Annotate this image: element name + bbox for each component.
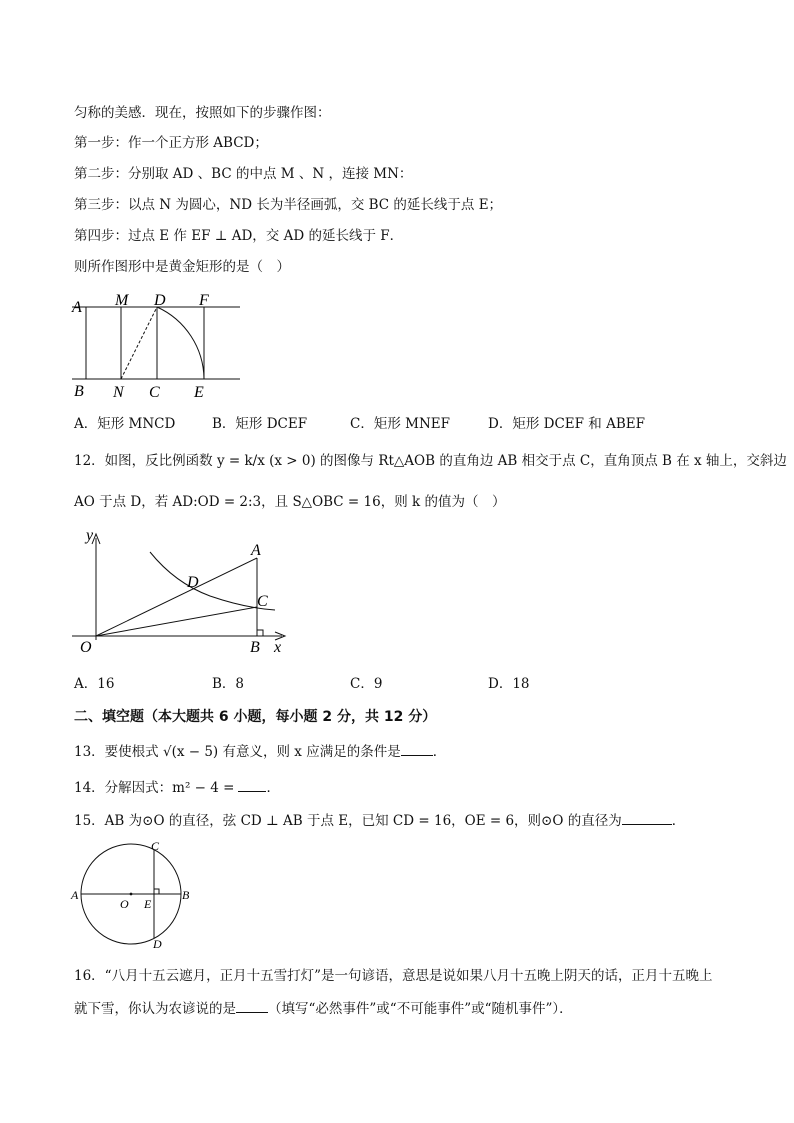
label-B: B xyxy=(182,888,190,902)
q11-choice-a[interactable]: A．矩形 MNCD xyxy=(74,416,176,432)
q12-line-2: AO 于点 D，若 AD:OD = 2:3，且 S△OBC = 16，则 k 的值为（ ） xyxy=(74,494,506,510)
q13-text: 13．要使根式 √(x − 5) 有意义，则 x 应满足的条件是 xyxy=(74,744,401,760)
q16-answer-blank[interactable] xyxy=(236,998,268,1013)
q12-choice-b[interactable]: B．8 xyxy=(212,676,245,692)
label-M: M xyxy=(115,292,129,309)
q14 xyxy=(74,777,280,797)
label-N: N xyxy=(113,384,124,401)
q14-text: 14．分解因式：m² − 4 = xyxy=(74,780,235,796)
q13-end: ． xyxy=(432,744,447,760)
label-E: E xyxy=(194,384,204,401)
label-C: C xyxy=(257,593,268,610)
label-B: B xyxy=(250,639,260,656)
label-F: F xyxy=(199,292,209,309)
q15 xyxy=(74,810,685,830)
right-angle-B xyxy=(257,630,263,636)
label-O: O xyxy=(120,897,129,911)
label-y: y xyxy=(86,528,94,544)
label-O: O xyxy=(80,639,92,656)
segment-OA xyxy=(96,558,257,636)
q15-text: 15．AB 为⊙O 的直径，弦 CD ⊥ AB 于点 E，已知 CD = 16，OE = 6，则⊙O 的直径为 xyxy=(74,813,622,829)
q12-choices xyxy=(74,675,724,693)
q16-line-2 xyxy=(74,998,573,1018)
q12-line-1: 12．如图，反比例函数 y = k/x (x > 0) 的图像与 Rt△AOB 的直角边 AB 相交于点 C，直角顶点 B 在 x 轴上，交斜边 xyxy=(74,453,787,469)
q11-choice-b[interactable]: B．矩形 DCEF xyxy=(212,416,308,432)
label-C: C xyxy=(149,384,160,401)
q12-choice-c[interactable]: C．9 xyxy=(350,676,383,692)
q12-choice-d[interactable]: D．18 xyxy=(488,676,530,692)
intro-lead: 匀称的美感．现在，按照如下的步骤作图： xyxy=(74,105,331,121)
q11-choice-d[interactable]: D．矩形 DCEF 和 ABEF xyxy=(488,416,645,432)
q13 xyxy=(74,741,446,761)
label-D: D xyxy=(153,937,162,951)
q16-text: 就下雪，你认为农谚说的是 xyxy=(74,1001,236,1017)
q15-end: ． xyxy=(671,813,686,829)
step-3: 第三步：以点 N 为圆心，ND 长为半径画弧，交 BC 的延长线于点 E； xyxy=(74,197,503,213)
label-D: D xyxy=(154,292,166,309)
arc-DE xyxy=(157,307,204,379)
circle-chord-figure xyxy=(68,838,198,953)
q11-question: 则所作图形中是黄金矩形的是（ ） xyxy=(74,259,290,275)
step-2: 第二步：分别取 AD 、BC 的中点 M 、N ，连接 MN： xyxy=(74,166,413,182)
label-E: E xyxy=(144,897,152,911)
dashed-ND xyxy=(121,307,157,379)
q16-hint: （填写“必然事件”或“不可能事件”或“随机事件”）． xyxy=(268,1001,573,1017)
label-A: A xyxy=(71,888,79,902)
q12-choice-a[interactable]: A．16 xyxy=(74,676,115,692)
label-A: A xyxy=(251,542,261,559)
label-x: x xyxy=(274,639,282,656)
section-2-heading: 二、填空题（本大题共 6 小题，每小题 2 分，共 12 分） xyxy=(74,709,437,725)
q13-answer-blank[interactable] xyxy=(401,741,433,756)
label-D: D xyxy=(187,574,199,591)
step-1: 第一步：作一个正方形 ABCD； xyxy=(74,135,268,151)
segment-OC xyxy=(96,607,257,636)
q14-answer-blank[interactable] xyxy=(238,777,266,792)
q16-line-1: 16．“八月十五云遮月，正月十五雪打灯”是一句谚语，意思是说如果八月十五晚上阴天的话，正月十五晚上 xyxy=(74,968,713,984)
center-point-O xyxy=(130,893,133,896)
label-B: B xyxy=(74,383,84,400)
label-C: C xyxy=(151,839,160,853)
right-angle-E xyxy=(154,889,159,894)
q11-choice-c[interactable]: C．矩形 MNEF xyxy=(350,416,450,432)
golden-rectangle-figure xyxy=(70,288,250,403)
q14-end: ． xyxy=(266,780,280,796)
step-4: 第四步：过点 E 作 EF ⊥ AD，交 AD 的延长线于 F． xyxy=(74,228,404,244)
q15-answer-blank[interactable] xyxy=(622,810,672,825)
hyperbola-triangle-figure xyxy=(70,528,295,658)
label-A: A xyxy=(72,299,82,316)
q11-choices xyxy=(74,415,724,433)
